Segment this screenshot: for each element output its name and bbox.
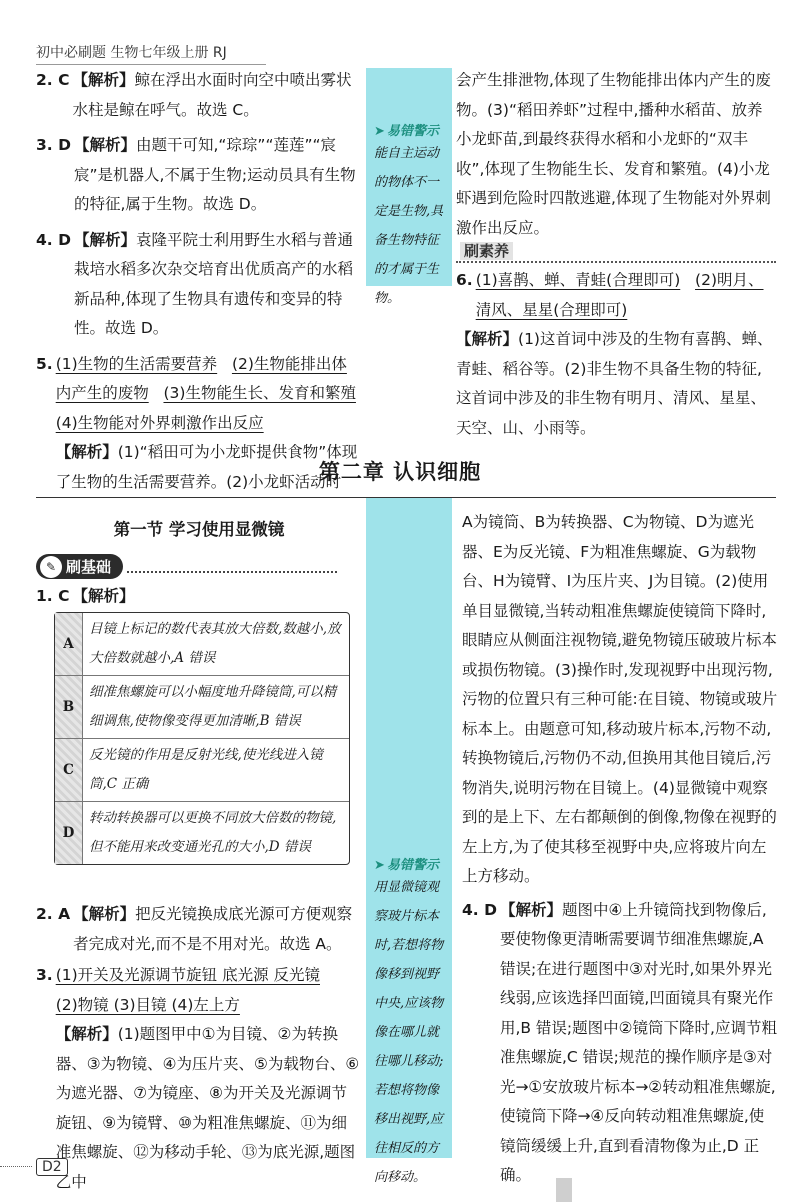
running-header: 初中必刷题 生物七年级上册 RJ bbox=[36, 45, 227, 61]
option-key: D bbox=[55, 802, 83, 864]
header-rule bbox=[36, 64, 266, 65]
analysis-label: 【解析】 bbox=[55, 1025, 118, 1043]
chapter-title: 第二章 认识细胞 bbox=[318, 460, 482, 484]
analysis-label: 【解析】 bbox=[73, 230, 136, 249]
tip-strip-top bbox=[366, 68, 452, 306]
continued-analysis: 会产生排泄物,体现了生物能排出体内产生的废物。(3)“稻田养虾”过程中,播种水稻苗、放养小龙虾苗,到最终获得水稻和小龙虾的“双丰收”,体现了生物能生长、发育和繁殖。(4)小龙虾遇到危险时四散逃避,体现了生物能对外界刺激作出反应。 bbox=[456, 71, 771, 237]
table-row bbox=[55, 739, 349, 802]
tip-strip-bottom bbox=[366, 498, 452, 1185]
tip-marker-icon: ➤ bbox=[374, 124, 385, 139]
analysis-table bbox=[54, 612, 350, 865]
analysis-label: 【解析】 bbox=[73, 136, 136, 154]
analysis-text: 由题干可知,“琮琮”“莲莲”“宸宸”是机器人,不属于生物;运动员具有生物的特征,属于生物。故选 D。 bbox=[73, 136, 356, 213]
book-icon: ✎ bbox=[40, 556, 62, 578]
question-number: 3. D bbox=[36, 136, 71, 154]
option-explanation: 细准焦螺旋可以小幅度地升降镜筒,可以精细调焦,使物像变得更加清晰,B 错误 bbox=[89, 684, 337, 729]
page-number: D2 bbox=[36, 1158, 68, 1176]
analysis-label: 【解析】 bbox=[499, 900, 562, 919]
answer-2: (2)明月、清风、星星(合理即可) bbox=[475, 271, 764, 319]
analysis-label: 【解析】 bbox=[72, 587, 135, 605]
question-number: 2. A bbox=[36, 905, 71, 923]
badge-dotted-rule bbox=[127, 561, 337, 573]
table-row bbox=[55, 802, 349, 864]
question-number: 1. C bbox=[36, 587, 70, 605]
question-4b bbox=[462, 896, 778, 1191]
answer-3: (3)生物能生长、发育和繁殖 bbox=[163, 384, 356, 402]
question-number: 4. D bbox=[462, 900, 497, 919]
table-row bbox=[55, 676, 349, 739]
answer-1: (1)生物的生活需要营养 bbox=[55, 354, 218, 373]
tip-heading: 易错警示 bbox=[386, 858, 439, 873]
tip-marker-icon: ➤ bbox=[374, 858, 385, 873]
option-explanation: 转动转换器可以更换不同放大倍数的物镜,但不能用来改变通光孔的大小,D 错误 bbox=[89, 810, 337, 855]
competency-badge bbox=[456, 240, 776, 263]
tip-heading: 易错警示 bbox=[386, 124, 439, 139]
table-row bbox=[55, 613, 349, 676]
analysis-text: 袁隆平院士利用野生水稻与普通栽培水稻多次杂交培育出优质高产的水稻新品种,体现了生物具有遗传和变异的特性。故选 D。 bbox=[73, 230, 353, 337]
answer-1: (1)开关及光源调节旋钮 底光源 反光镜 bbox=[55, 966, 320, 984]
question-2 bbox=[36, 66, 362, 125]
top-left-column bbox=[36, 66, 362, 497]
basic-badge-label: 刷基础 bbox=[66, 558, 112, 576]
question-number: 6. bbox=[456, 271, 473, 289]
question-number: 3. bbox=[36, 966, 53, 984]
footer-bar bbox=[556, 1178, 572, 1202]
analysis-text: (1)这首词中涉及的生物有喜鹊、蝉、青蛙、稻谷等。(2)非生物不具备生物的特征,这首词中涉及的非生物有明月、清风、星星、天空、山、小雨等。 bbox=[456, 330, 773, 437]
question-3 bbox=[36, 131, 362, 220]
question-3b bbox=[36, 961, 362, 1197]
analysis-label: 【解析】 bbox=[456, 330, 519, 348]
answer-2: (2)物镜 (3)目镜 (4)左上方 bbox=[55, 995, 240, 1014]
question-4 bbox=[36, 226, 362, 344]
analysis-text: 把反光镜换成底光源可方便观察者完成对光,而不是不用对光。故选 A。 bbox=[73, 905, 353, 953]
answer-1: (1)喜鹊、蝉、青蛙(合理即可) bbox=[475, 271, 681, 289]
question-1 bbox=[36, 582, 362, 612]
question-6 bbox=[456, 266, 776, 443]
question-number: 4. D bbox=[36, 230, 71, 249]
bottom-right-column bbox=[462, 508, 778, 1191]
question-number: 5. bbox=[36, 354, 53, 373]
tip-body: 用显微镜观察玻片标本时,若想将物像移到视野中央,应该物像在哪儿就往哪儿移动;若想将物像移出视野,应往相反的方向移动。 bbox=[374, 880, 444, 1185]
top-right-column bbox=[456, 66, 776, 243]
option-key: A bbox=[55, 613, 83, 675]
section-title: 第一节 学习使用显微镜 bbox=[113, 520, 285, 539]
analysis-text: (1)“稻田可为小龙虾提供食物”体现了生物的生活需要营养。(2)小龙虾活动时 bbox=[55, 443, 358, 491]
option-key: C bbox=[55, 739, 83, 801]
competency-badge-label: 刷素养 bbox=[460, 242, 513, 260]
question-2b bbox=[36, 900, 362, 959]
bottom-left-column bbox=[36, 900, 362, 1197]
option-explanation: 反光镜的作用是反射光线,使光线进入镜筒,C 正确 bbox=[89, 747, 323, 792]
analysis-text: (1)题图甲中①为目镜、②为转换器、③为物镜、④为压片夹、⑤为载物台、⑥为遮光器、⑦为镜座、⑧为开关及光源调节旋钮、⑨为镜臂、⑩为粗准焦螺旋、⑪为细准焦螺旋、⑫为移动手轮、⑬为底光源,题图乙中 bbox=[55, 1025, 360, 1191]
analysis-label: 【解析】 bbox=[72, 71, 135, 89]
answer-4: (4)生物能对外界刺激作出反应 bbox=[55, 413, 264, 432]
tip-body: 能自主运动的物体不一定是生物,具备生物特征的才属于生物。 bbox=[374, 146, 444, 306]
analysis-text: 鲸在浮出水面时向空中喷出雾状水柱是鲸在呼气。故选 C。 bbox=[72, 71, 352, 119]
question-number: 2. C bbox=[36, 71, 70, 89]
analysis-text: 题图中④上升镜筒找到物像后,要使物像更清晰需要调节细准焦螺旋,A 错误;在进行题图中③对光时,如果外界光线弱,应该选择凹面镜,凹面镜具有聚光作用,B 错误;题图中②镜筒下降时,应调节粗准焦螺旋,C 错误;规范的操作顺序是③对光→①安放玻片标本→②转动粗准焦螺旋,使镜筒下降→④反向转动粗准焦螺旋,使镜筒缓缓上升,直到看清物像为止,D 正确。 bbox=[499, 900, 777, 1184]
analysis-label: 【解析】 bbox=[55, 443, 118, 461]
footer-dotted-rule bbox=[0, 1166, 32, 1167]
analysis-label: 【解析】 bbox=[73, 905, 136, 923]
basic-badge bbox=[36, 554, 337, 579]
option-key: B bbox=[55, 676, 83, 738]
option-explanation: 目镜上标记的数代表其放大倍数,数越小,放大倍数就越小,A 错误 bbox=[89, 621, 341, 666]
answer-2: (2)生物能排出体内产生的废物 bbox=[55, 354, 347, 402]
continued-analysis: A为镜筒、B为转换器、C为物镜、D为遮光器、E为反光镜、F为粗准焦螺旋、G为载物台、H为镜臂、I为压片夹、J为目镜。(2)使用单目显微镜,当转动粗准焦螺旋使镜筒下降时,眼睛应从侧面注视物镜,避免物镜压破玻片标本或损伤物镜。(3)操作时,发现视野中出现污物,污物的位置只有三种可能:在目镜、物镜或玻片标本上。由题意可知,移动玻片标本,污物不动,转换物镜后,污物仍不动,但换用其他目镜后,污物消失,说明污物在目镜上。(4)显微镜中观察到的是上下、左右都颠倒的倒像,物像在视野的左上方,为了使其移至视野中央,应将玻片向左上方移动。 bbox=[462, 513, 778, 885]
